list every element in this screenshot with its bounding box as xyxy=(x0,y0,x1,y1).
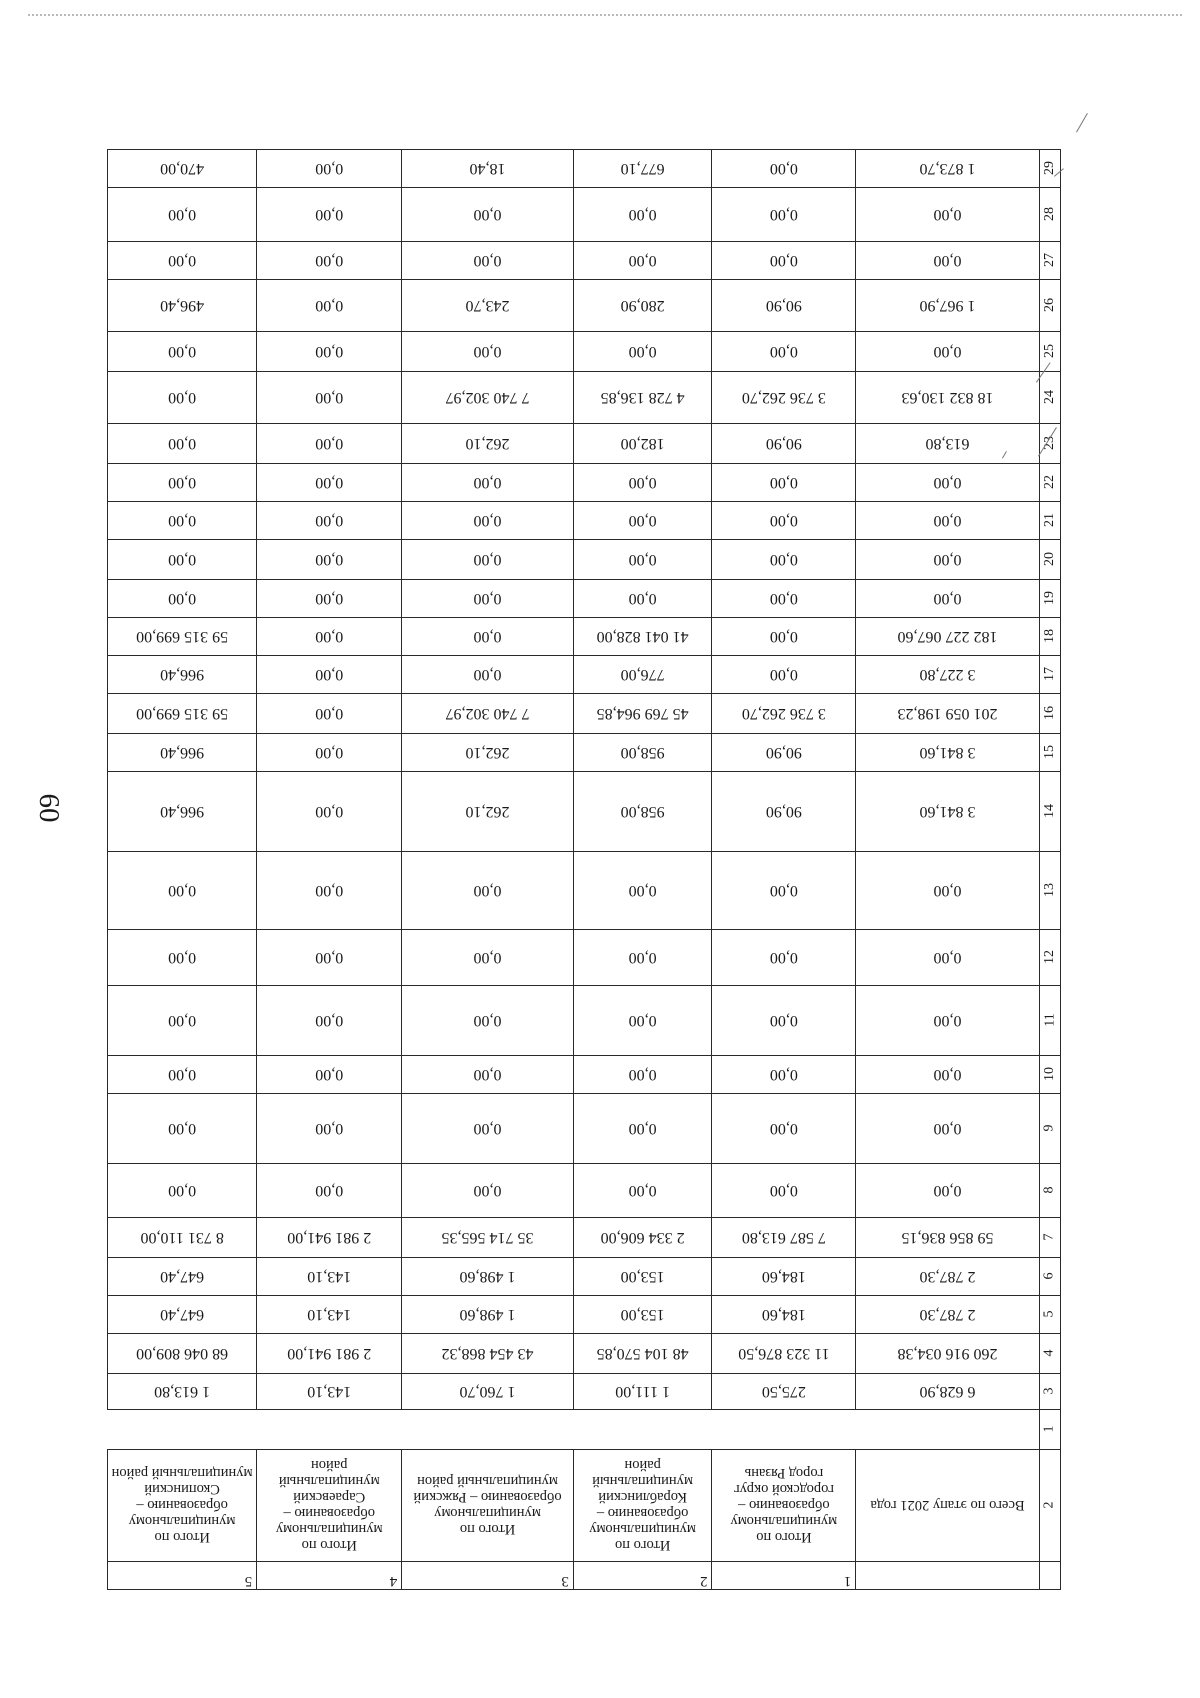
column-index-cell: 5 xyxy=(108,1562,257,1590)
row-number: 8 xyxy=(1041,1187,1057,1194)
scan-edge-line xyxy=(28,14,1182,16)
table-cell: 90,90 xyxy=(712,734,856,772)
table-cell: 0,00 xyxy=(402,464,574,502)
row-number: 4 xyxy=(1041,1350,1057,1357)
row-number-cell xyxy=(1039,502,1060,540)
column-header-row xyxy=(108,1450,1061,1562)
table-cell: 1 111,00 xyxy=(573,1374,712,1410)
table-cell: 0,00 xyxy=(257,986,402,1056)
row-number-cell xyxy=(1039,734,1060,772)
table-cell: 0,00 xyxy=(257,372,402,424)
table-cell: 184,60 xyxy=(712,1258,856,1296)
table-row xyxy=(108,1094,1061,1164)
row-number: 13 xyxy=(1041,883,1057,898)
row-number: 7 xyxy=(1041,1234,1057,1241)
row-number: 26 xyxy=(1041,298,1057,313)
row-number-cell xyxy=(1039,464,1060,502)
row-number-cell xyxy=(1039,1374,1060,1410)
table-cell: 90,90 xyxy=(712,772,856,852)
table-cell: 0,00 xyxy=(856,464,1039,502)
table-cell: 0,00 xyxy=(108,540,257,580)
table-cell: 0,00 xyxy=(108,372,257,424)
column-number-row xyxy=(108,1410,1061,1450)
row-number-cell xyxy=(1039,1164,1060,1218)
row-number-cell xyxy=(1039,242,1060,280)
table-cell: 1 498,60 xyxy=(402,1296,574,1334)
column-index-cell: 3 xyxy=(402,1562,574,1590)
table-cell: 45 769 964,85 xyxy=(573,694,712,734)
table-cell: 0,00 xyxy=(712,502,856,540)
table-cell: 1 498,60 xyxy=(402,1258,574,1296)
table-cell: 3 227,80 xyxy=(856,656,1039,694)
row-number-cell xyxy=(1039,1218,1060,1258)
table-cell: 470,00 xyxy=(108,150,257,188)
row-number: 1 xyxy=(1041,1426,1057,1433)
stray-mark xyxy=(1076,113,1088,133)
table-cell: 613,80 xyxy=(856,424,1039,464)
table-cell: 0,00 xyxy=(712,1164,856,1218)
data-table xyxy=(107,149,1061,1590)
table-row xyxy=(108,540,1061,580)
table-row xyxy=(108,1334,1061,1374)
row-number: 6 xyxy=(1041,1273,1057,1280)
table-cell: 0,00 xyxy=(402,852,574,930)
table-cell: 0,00 xyxy=(108,1094,257,1164)
table-row xyxy=(108,852,1061,930)
table-cell: 0,00 xyxy=(402,1056,574,1094)
table-cell: 275,50 xyxy=(712,1374,856,1410)
table-row xyxy=(108,734,1061,772)
table-cell: 966,40 xyxy=(108,656,257,694)
table-row xyxy=(108,502,1061,540)
row-number: 15 xyxy=(1041,745,1057,760)
row-number: 10 xyxy=(1041,1067,1057,1082)
table-cell: 4 728 136,85 xyxy=(573,372,712,424)
table-cell: 7 740 302,97 xyxy=(402,694,574,734)
table-cell: 3 736 262,70 xyxy=(712,694,856,734)
table-cell: 0,00 xyxy=(402,332,574,372)
row-number: 27 xyxy=(1041,253,1057,268)
row-number-cell xyxy=(1039,580,1060,618)
row-number-cell xyxy=(1039,1056,1060,1094)
table-cell: 0,00 xyxy=(402,242,574,280)
table-cell: 7 740 302,97 xyxy=(402,372,574,424)
table-cell: 0,00 xyxy=(712,580,856,618)
row-number-cell xyxy=(1039,188,1060,242)
table-cell: 0,00 xyxy=(108,580,257,618)
table-cell: 182 227 067,60 xyxy=(856,618,1039,656)
table-cell: 958,00 xyxy=(573,772,712,852)
row-number: 20 xyxy=(1041,552,1057,567)
table-cell: 262,10 xyxy=(402,424,574,464)
table-cell: 59 315 699,00 xyxy=(108,618,257,656)
row-number-cell xyxy=(1039,618,1060,656)
table-cell: 59 856 836,15 xyxy=(856,1218,1039,1258)
row-number-cell xyxy=(1039,986,1060,1056)
table-cell: 0,00 xyxy=(712,150,856,188)
table-cell: 0,00 xyxy=(257,656,402,694)
table-cell: 1 613,80 xyxy=(108,1374,257,1410)
table-cell: 201 059 198,23 xyxy=(856,694,1039,734)
table-cell: 966,40 xyxy=(108,734,257,772)
table-row xyxy=(108,280,1061,332)
table-cell: 0,00 xyxy=(257,280,402,332)
table-cell: 0,00 xyxy=(712,1056,856,1094)
table-cell: 260 916 034,38 xyxy=(856,1334,1039,1374)
table-cell: 0,00 xyxy=(712,656,856,694)
table-cell: 143,10 xyxy=(257,1258,402,1296)
table-cell: 0,00 xyxy=(856,188,1039,242)
table-cell: 41 041 828,00 xyxy=(573,618,712,656)
table-cell: 280,90 xyxy=(573,280,712,332)
table-cell: 2 981 941,00 xyxy=(257,1334,402,1374)
table-cell: 1 873,70 xyxy=(856,150,1039,188)
column-index-cell: 4 xyxy=(257,1562,402,1590)
table-cell: 0,00 xyxy=(573,1056,712,1094)
table-cell: 0,00 xyxy=(712,242,856,280)
row-number: 11 xyxy=(1041,1013,1057,1028)
table-row xyxy=(108,1056,1061,1094)
rotated-table-wrapper xyxy=(107,46,1061,1590)
row-number: 23 xyxy=(1041,436,1057,451)
table-cell: 0,00 xyxy=(257,1056,402,1094)
table-cell: 0,00 xyxy=(856,986,1039,1056)
row-number-cell xyxy=(1039,540,1060,580)
table-cell: 0,00 xyxy=(257,1164,402,1218)
table-cell: 0,00 xyxy=(573,540,712,580)
table-cell: 243,70 xyxy=(402,280,574,332)
table-row xyxy=(108,464,1061,502)
table-row xyxy=(108,1258,1061,1296)
table-cell: 0,00 xyxy=(402,1164,574,1218)
row-number: 29 xyxy=(1041,161,1057,176)
table-row xyxy=(108,618,1061,656)
table-cell: 0,00 xyxy=(712,188,856,242)
row-number: 22 xyxy=(1041,475,1057,490)
table-row xyxy=(108,372,1061,424)
table-row xyxy=(108,986,1061,1056)
table-row xyxy=(108,242,1061,280)
table-cell: 6 628,90 xyxy=(856,1374,1039,1410)
table-cell: 0,00 xyxy=(856,502,1039,540)
row-number: 25 xyxy=(1041,344,1057,359)
table-cell: 18 832 130,63 xyxy=(856,372,1039,424)
column-header: Итого по муниципальному образованию – Сараевский муниципальный район xyxy=(257,1450,402,1562)
column-header: Всего по этапу 2021 года xyxy=(856,1450,1039,1562)
row-number: 2 xyxy=(1041,1502,1057,1509)
table-cell: 0,00 xyxy=(257,694,402,734)
table-row xyxy=(108,1374,1061,1410)
table-cell: 0,00 xyxy=(856,852,1039,930)
row-number: 28 xyxy=(1041,207,1057,222)
table-cell: 0,00 xyxy=(402,188,574,242)
table-cell: 0,00 xyxy=(856,1164,1039,1218)
row-number-cell xyxy=(1039,1258,1060,1296)
table-row xyxy=(108,656,1061,694)
row-number-cell xyxy=(1039,1450,1060,1562)
row-number-cell xyxy=(1039,1296,1060,1334)
table-cell: 0,00 xyxy=(108,852,257,930)
page-number: 60 xyxy=(33,793,65,823)
table-cell: 153,00 xyxy=(573,1296,712,1334)
table-cell: 0,00 xyxy=(108,242,257,280)
table-cell: 2 787,30 xyxy=(856,1296,1039,1334)
column-header: Итого по муниципальному образованию – Ряжский муниципальный район xyxy=(402,1450,574,1562)
table-cell: 0,00 xyxy=(257,150,402,188)
table-cell: 0,00 xyxy=(402,1094,574,1164)
table-cell: 90,90 xyxy=(712,424,856,464)
table-row xyxy=(108,1218,1061,1258)
table-cell: 0,00 xyxy=(402,656,574,694)
table-cell: 0,00 xyxy=(573,930,712,986)
row-number-cell xyxy=(1039,372,1060,424)
row-number-cell xyxy=(1039,280,1060,332)
table-cell: 647,40 xyxy=(108,1296,257,1334)
table-cell: 0,00 xyxy=(573,188,712,242)
table-cell: 90,90 xyxy=(712,280,856,332)
table-cell: 0,00 xyxy=(712,852,856,930)
table-cell: 0,00 xyxy=(257,734,402,772)
table-cell: 0,00 xyxy=(573,242,712,280)
table-cell: 0,00 xyxy=(856,332,1039,372)
table-cell: 1 967,90 xyxy=(856,280,1039,332)
table-cell: 2 981 941,00 xyxy=(257,1218,402,1258)
row-number-cell xyxy=(1039,694,1060,734)
table-cell: 11 323 876,50 xyxy=(712,1334,856,1374)
table-cell: 0,00 xyxy=(856,540,1039,580)
table-row xyxy=(108,1296,1061,1334)
table-cell: 0,00 xyxy=(402,618,574,656)
corner-cell xyxy=(1039,1562,1060,1590)
table-cell: 18,40 xyxy=(402,150,574,188)
table-cell: 1 760,70 xyxy=(402,1374,574,1410)
row-number: 14 xyxy=(1041,804,1057,819)
table-cell: 68 046 809,00 xyxy=(108,1334,257,1374)
table-cell: 0,00 xyxy=(712,930,856,986)
table-cell: 0,00 xyxy=(402,540,574,580)
table-cell: 0,00 xyxy=(108,332,257,372)
table-cell: 0,00 xyxy=(573,464,712,502)
table-cell: 0,00 xyxy=(402,502,574,540)
table-cell: 182,00 xyxy=(573,424,712,464)
row-number: 21 xyxy=(1041,513,1057,528)
table-cell: 0,00 xyxy=(402,986,574,1056)
table-cell: 0,00 xyxy=(257,930,402,986)
table-cell: 0,00 xyxy=(712,540,856,580)
table-cell: 0,00 xyxy=(712,986,856,1056)
table-cell: 43 454 868,32 xyxy=(402,1334,574,1374)
table-cell: 0,00 xyxy=(108,986,257,1056)
row-number: 5 xyxy=(1041,1311,1057,1318)
row-number-cell xyxy=(1039,1334,1060,1374)
table-cell: 3 841,60 xyxy=(856,772,1039,852)
table-cell: 0,00 xyxy=(257,424,402,464)
table-cell: 0,00 xyxy=(108,930,257,986)
table-cell: 776,00 xyxy=(573,656,712,694)
table-cell: 2 787,30 xyxy=(856,1258,1039,1296)
table-row xyxy=(108,694,1061,734)
table-cell: 0,00 xyxy=(712,464,856,502)
table-cell: 0,00 xyxy=(856,242,1039,280)
table-cell: 7 587 613,80 xyxy=(712,1218,856,1258)
row-number: 3 xyxy=(1041,1388,1057,1395)
table-cell: 0,00 xyxy=(402,580,574,618)
table-cell: 496,40 xyxy=(108,280,257,332)
table-cell: 0,00 xyxy=(712,332,856,372)
table-cell: 0,00 xyxy=(257,580,402,618)
row-number-cell xyxy=(1039,150,1060,188)
table-cell: 958,00 xyxy=(573,734,712,772)
table-cell: 0,00 xyxy=(257,502,402,540)
table-cell: 0,00 xyxy=(573,502,712,540)
column-index-cell: 1 xyxy=(712,1562,856,1590)
table-cell: 48 104 570,85 xyxy=(573,1334,712,1374)
column-header: Итого по муниципальному образованию – Скопинский муниципальный район xyxy=(108,1450,257,1562)
row-number: 24 xyxy=(1041,390,1057,405)
table-cell: 153,00 xyxy=(573,1258,712,1296)
table-cell: 0,00 xyxy=(257,852,402,930)
table-row xyxy=(108,150,1061,188)
table-cell: 0,00 xyxy=(257,188,402,242)
table-cell: 966,40 xyxy=(108,772,257,852)
row-number: 12 xyxy=(1041,950,1057,965)
table-body xyxy=(108,150,1061,1590)
table-cell: 0,00 xyxy=(856,1056,1039,1094)
row-number: 17 xyxy=(1041,667,1057,682)
table-cell: 3 841,60 xyxy=(856,734,1039,772)
table-cell: 143,10 xyxy=(257,1296,402,1334)
table-cell: 0,00 xyxy=(712,618,856,656)
row-number: 19 xyxy=(1041,591,1057,606)
table-cell: 0,00 xyxy=(573,332,712,372)
table-cell: 0,00 xyxy=(108,188,257,242)
table-cell: 35 714 565,35 xyxy=(402,1218,574,1258)
row-number-cell xyxy=(1039,424,1060,464)
table-row xyxy=(108,424,1061,464)
row-number-cell xyxy=(1039,852,1060,930)
table-cell: 0,00 xyxy=(856,580,1039,618)
table-cell: 0,00 xyxy=(573,580,712,618)
table-cell: 0,00 xyxy=(573,1164,712,1218)
table-row xyxy=(108,188,1061,242)
table-row xyxy=(108,580,1061,618)
table-cell: 2 334 606,00 xyxy=(573,1218,712,1258)
table-cell: 59 315 699,00 xyxy=(108,694,257,734)
table-cell: 0,00 xyxy=(108,502,257,540)
row-number: 16 xyxy=(1041,706,1057,721)
row-number-cell xyxy=(1039,332,1060,372)
row-number-cell xyxy=(1039,772,1060,852)
table-cell: 0,00 xyxy=(712,1094,856,1164)
table-cell: 0,00 xyxy=(257,242,402,280)
table-cell: 0,00 xyxy=(108,1056,257,1094)
table-cell: 0,00 xyxy=(856,930,1039,986)
table-cell: 262,10 xyxy=(402,772,574,852)
table-row xyxy=(108,772,1061,852)
column-header: Итого по муниципальному образованию – городской округ город Рязань xyxy=(712,1450,856,1562)
table-cell: 677,10 xyxy=(573,150,712,188)
column-index-cell: 2 xyxy=(573,1562,712,1590)
column-index-cell xyxy=(856,1562,1039,1590)
table-cell: 0,00 xyxy=(108,1164,257,1218)
table-cell: 184,60 xyxy=(712,1296,856,1334)
row-number: 18 xyxy=(1041,629,1057,644)
row-number: 9 xyxy=(1041,1125,1057,1132)
table-cell: 0,00 xyxy=(573,1094,712,1164)
row-number-cell xyxy=(1039,656,1060,694)
table-cell: 0,00 xyxy=(108,464,257,502)
table-cell: 8 731 110,00 xyxy=(108,1218,257,1258)
table-row xyxy=(108,1164,1061,1218)
table-cell: 262,10 xyxy=(402,734,574,772)
table-cell: 0,00 xyxy=(257,618,402,656)
row-number-cell xyxy=(1039,1410,1060,1450)
table-cell: 0,00 xyxy=(257,772,402,852)
table-row xyxy=(108,332,1061,372)
column-header: Итого по муниципальному образованию – Кораблинский муниципальный район xyxy=(573,1450,712,1562)
table-cell: 143,10 xyxy=(257,1374,402,1410)
table-row xyxy=(108,930,1061,986)
table-cell: 0,00 xyxy=(257,540,402,580)
column-index-row xyxy=(108,1562,1061,1590)
table-cell: 0,00 xyxy=(573,852,712,930)
table-cell: 3 736 262,70 xyxy=(712,372,856,424)
table-cell: 0,00 xyxy=(257,1094,402,1164)
row-number-cell xyxy=(1039,1094,1060,1164)
table-cell: 647,40 xyxy=(108,1258,257,1296)
table-cell: 0,00 xyxy=(108,424,257,464)
table-cell: 0,00 xyxy=(257,464,402,502)
table-cell: 0,00 xyxy=(856,1094,1039,1164)
row-number-cell xyxy=(1039,930,1060,986)
table-cell: 0,00 xyxy=(402,930,574,986)
table-cell: 0,00 xyxy=(573,986,712,1056)
table-cell: 0,00 xyxy=(257,332,402,372)
document-table-area xyxy=(107,46,1061,1590)
